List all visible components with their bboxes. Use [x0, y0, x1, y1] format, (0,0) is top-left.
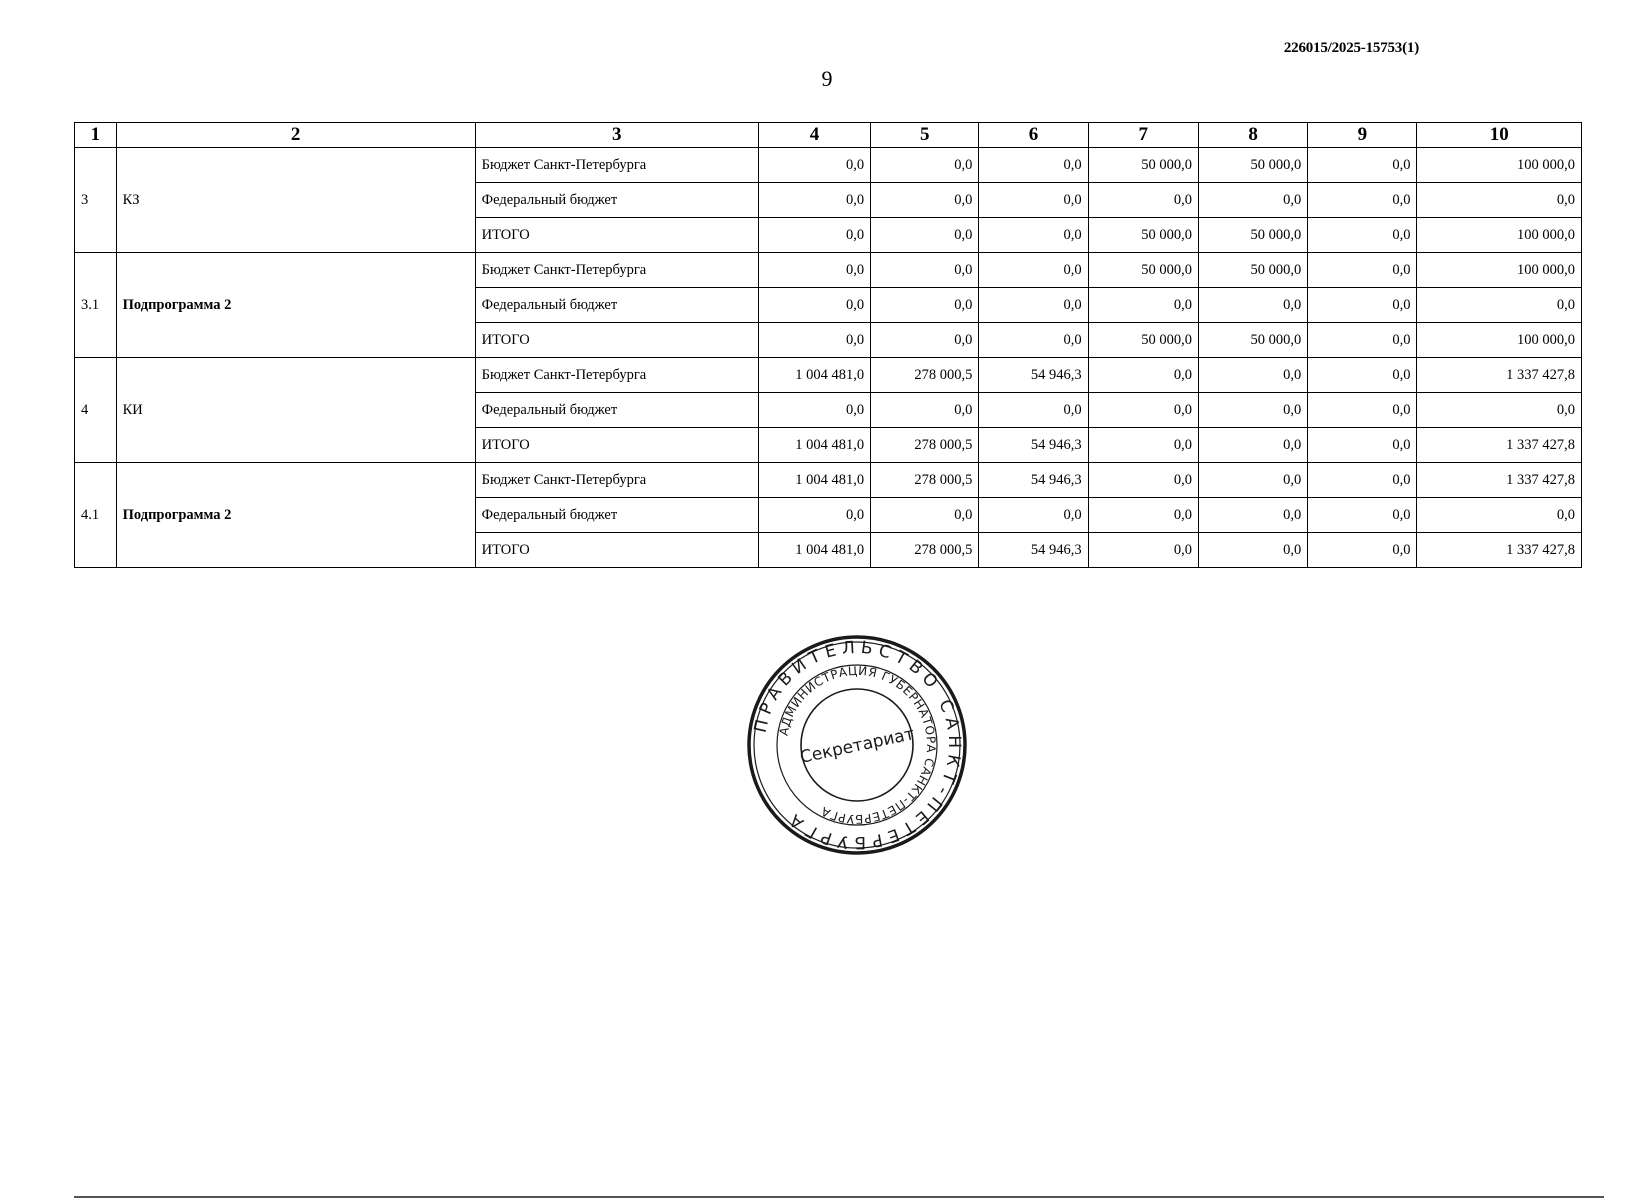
value-cell: 0,0 — [1308, 533, 1417, 568]
column-header: 6 — [979, 123, 1088, 148]
value-cell: 54 946,3 — [979, 533, 1088, 568]
value-cell: 0,0 — [1308, 253, 1417, 288]
value-cell: 50 000,0 — [1088, 323, 1198, 358]
value-cell: 0,0 — [1088, 183, 1198, 218]
value-cell: 0,0 — [758, 253, 870, 288]
value-cell: 0,0 — [979, 253, 1088, 288]
table-row — [75, 463, 1582, 498]
value-cell: 0,0 — [1198, 498, 1307, 533]
header-row — [75, 123, 1582, 148]
funding-source: Федеральный бюджет — [475, 183, 758, 218]
value-cell: 100 000,0 — [1417, 253, 1582, 288]
value-cell: 0,0 — [1198, 533, 1307, 568]
funding-source: ИТОГО — [475, 428, 758, 463]
column-header: 1 — [75, 123, 117, 148]
value-cell: 0,0 — [1198, 428, 1307, 463]
value-cell: 1 337 427,8 — [1417, 428, 1582, 463]
funding-source: Бюджет Санкт-Петербурга — [475, 253, 758, 288]
table-row — [75, 148, 1582, 183]
value-cell: 0,0 — [1308, 463, 1417, 498]
value-cell: 0,0 — [758, 218, 870, 253]
value-cell: 50 000,0 — [1198, 253, 1307, 288]
item-name: Подпрограмма 2 — [116, 463, 475, 568]
value-cell: 278 000,5 — [871, 428, 979, 463]
value-cell: 1 004 481,0 — [758, 533, 870, 568]
page-number: 9 — [821, 66, 833, 91]
value-cell: 0,0 — [979, 323, 1088, 358]
value-cell: 100 000,0 — [1417, 148, 1582, 183]
page-bottom-border — [74, 1196, 1604, 1198]
funding-source: Федеральный бюджет — [475, 498, 758, 533]
value-cell: 0,0 — [758, 148, 870, 183]
value-cell: 0,0 — [1088, 428, 1198, 463]
value-cell: 0,0 — [1417, 288, 1582, 323]
item-name: КЗ — [116, 148, 475, 253]
value-cell: 0,0 — [1088, 463, 1198, 498]
value-cell: 50 000,0 — [1198, 218, 1307, 253]
stamp-outer-text: ПРАВИТЕЛЬСТВО САНКТ-ПЕТЕРБУРГА — [750, 637, 965, 853]
value-cell: 0,0 — [871, 218, 979, 253]
value-cell: 0,0 — [871, 498, 979, 533]
value-cell: 100 000,0 — [1417, 218, 1582, 253]
value-cell: 0,0 — [1088, 498, 1198, 533]
row-index: 4 — [75, 358, 117, 463]
value-cell: 0,0 — [1308, 358, 1417, 393]
value-cell: 54 946,3 — [979, 463, 1088, 498]
funding-source: Бюджет Санкт-Петербурга — [475, 148, 758, 183]
value-cell: 0,0 — [871, 393, 979, 428]
budget-table — [74, 122, 1582, 568]
value-cell: 0,0 — [1417, 498, 1582, 533]
value-cell: 0,0 — [871, 148, 979, 183]
column-header: 9 — [1308, 123, 1417, 148]
value-cell: 0,0 — [1088, 288, 1198, 323]
column-header: 4 — [758, 123, 870, 148]
column-header: 2 — [116, 123, 475, 148]
column-header: 7 — [1088, 123, 1198, 148]
value-cell: 0,0 — [979, 148, 1088, 183]
row-index: 3.1 — [75, 253, 117, 358]
value-cell: 0,0 — [1308, 393, 1417, 428]
value-cell: 0,0 — [1198, 288, 1307, 323]
funding-source: Федеральный бюджет — [475, 393, 758, 428]
table-row — [75, 253, 1582, 288]
value-cell: 0,0 — [1308, 323, 1417, 358]
value-cell: 0,0 — [1308, 218, 1417, 253]
value-cell: 50 000,0 — [1088, 253, 1198, 288]
value-cell: 54 946,3 — [979, 358, 1088, 393]
value-cell: 0,0 — [871, 288, 979, 323]
funding-source: Бюджет Санкт-Петербурга — [475, 463, 758, 498]
value-cell: 0,0 — [871, 323, 979, 358]
column-header: 3 — [475, 123, 758, 148]
column-header: 5 — [871, 123, 979, 148]
row-index: 3 — [75, 148, 117, 253]
value-cell: 0,0 — [871, 183, 979, 218]
value-cell: 278 000,5 — [871, 533, 979, 568]
value-cell: 50 000,0 — [1198, 148, 1307, 183]
table-row — [75, 358, 1582, 393]
value-cell: 0,0 — [1308, 183, 1417, 218]
value-cell: 0,0 — [979, 498, 1088, 533]
value-cell: 0,0 — [979, 288, 1088, 323]
value-cell: 278 000,5 — [871, 358, 979, 393]
value-cell: 1 004 481,0 — [758, 428, 870, 463]
document-number: 226015/2025-15753(1) — [1283, 40, 1419, 56]
value-cell: 0,0 — [1308, 288, 1417, 323]
value-cell: 0,0 — [1198, 463, 1307, 498]
funding-source: ИТОГО — [475, 533, 758, 568]
column-header: 8 — [1198, 123, 1307, 148]
stamp-seal-icon — [745, 633, 969, 857]
value-cell: 1 337 427,8 — [1417, 358, 1582, 393]
value-cell: 0,0 — [1198, 393, 1307, 428]
value-cell: 1 004 481,0 — [758, 358, 870, 393]
value-cell: 50 000,0 — [1088, 218, 1198, 253]
value-cell: 0,0 — [758, 393, 870, 428]
item-name: Подпрограмма 2 — [116, 253, 475, 358]
value-cell: 0,0 — [758, 288, 870, 323]
value-cell: 50 000,0 — [1088, 148, 1198, 183]
value-cell: 0,0 — [979, 393, 1088, 428]
value-cell: 50 000,0 — [1198, 323, 1307, 358]
value-cell: 1 004 481,0 — [758, 463, 870, 498]
value-cell: 0,0 — [1198, 183, 1307, 218]
funding-source: ИТОГО — [475, 323, 758, 358]
value-cell: 278 000,5 — [871, 463, 979, 498]
value-cell: 0,0 — [1198, 358, 1307, 393]
row-index: 4.1 — [75, 463, 117, 568]
value-cell: 0,0 — [758, 183, 870, 218]
funding-source: Бюджет Санкт-Петербурга — [475, 358, 758, 393]
value-cell: 1 337 427,8 — [1417, 463, 1582, 498]
funding-source: Федеральный бюджет — [475, 288, 758, 323]
value-cell: 0,0 — [979, 218, 1088, 253]
value-cell: 0,0 — [1308, 148, 1417, 183]
value-cell: 0,0 — [758, 323, 870, 358]
funding-source: ИТОГО — [475, 218, 758, 253]
value-cell: 100 000,0 — [1417, 323, 1582, 358]
value-cell: 0,0 — [871, 253, 979, 288]
value-cell: 0,0 — [1088, 393, 1198, 428]
item-name: КИ — [116, 358, 475, 463]
value-cell: 54 946,3 — [979, 428, 1088, 463]
value-cell: 1 337 427,8 — [1417, 533, 1582, 568]
column-header: 10 — [1417, 123, 1582, 148]
value-cell: 0,0 — [1308, 428, 1417, 463]
value-cell: 0,0 — [1308, 498, 1417, 533]
value-cell: 0,0 — [979, 183, 1088, 218]
value-cell: 0,0 — [758, 498, 870, 533]
official-stamp — [745, 633, 969, 857]
value-cell: 0,0 — [1088, 533, 1198, 568]
value-cell: 0,0 — [1417, 183, 1582, 218]
stamp-center-text: Секретариат — [798, 724, 917, 768]
stamp-inner-text: АДМИНИСТРАЦИЯ ГУБЕРНАТОРА САНКТ-ПЕТЕРБУРГА — [776, 663, 939, 827]
value-cell: 0,0 — [1088, 358, 1198, 393]
value-cell: 0,0 — [1417, 393, 1582, 428]
